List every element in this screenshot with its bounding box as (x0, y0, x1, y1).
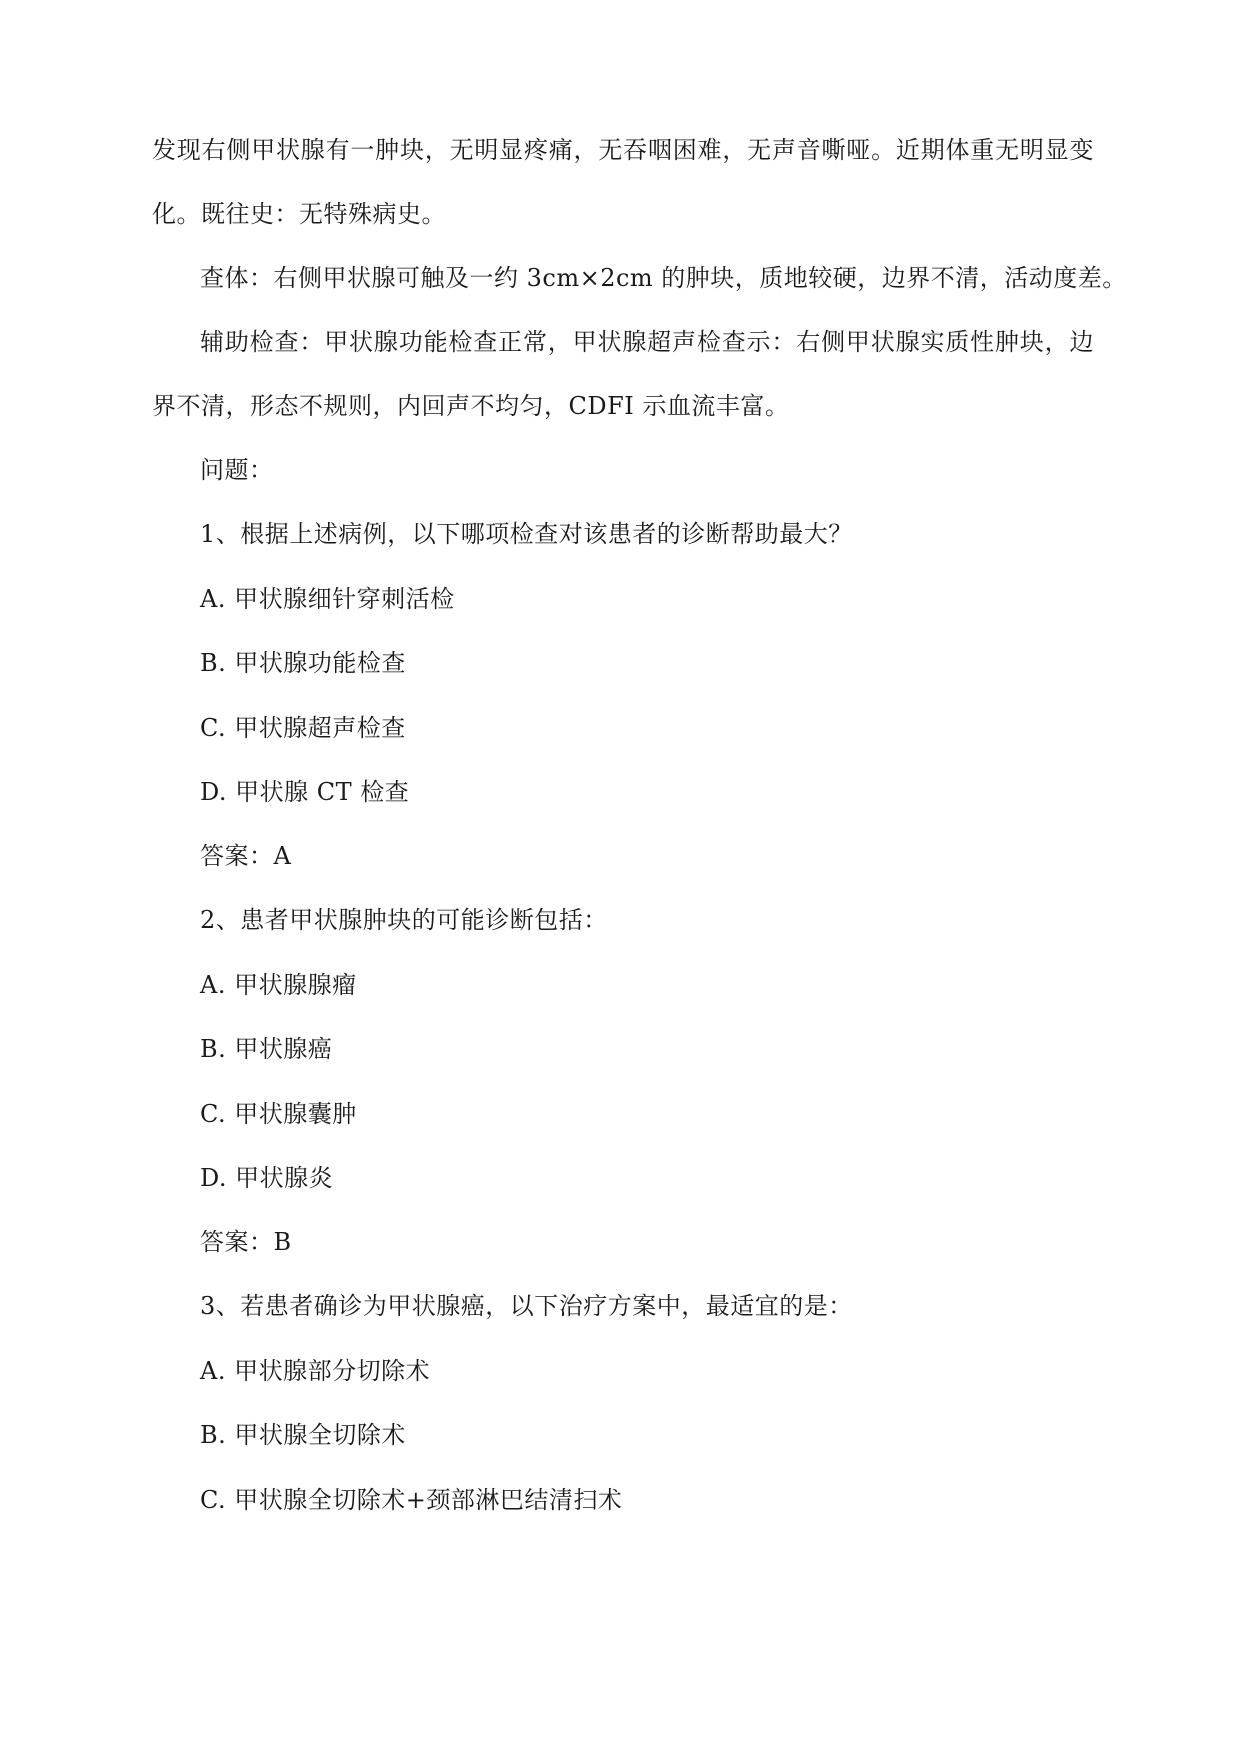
question-3: 3、若患者确诊为甲状腺癌，以下治疗方案中，最适宜的是： (200, 1292, 853, 1320)
q2-answer: 答案：B (200, 1228, 292, 1256)
q1-answer: 答案：A (200, 842, 292, 870)
physical-exam: 查体：右侧甲状腺可触及一约 3cm×2cm 的肿块，质地较硬，边界不清，活动度差。 (200, 264, 1127, 292)
questions-heading: 问题： (200, 456, 274, 484)
question-2: 2、患者甲状腺肿块的可能诊断包括： (200, 906, 608, 934)
q2-option-c: C. 甲状腺囊肿 (200, 1100, 357, 1128)
q1-option-d: D. 甲状腺 CT 检查 (200, 778, 410, 806)
auxiliary-exam-line-2: 界不清，形态不规则，内回声不均匀，CDFI 示血流丰富。 (152, 392, 790, 420)
q3-option-c: C. 甲状腺全切除术+颈部淋巴结清扫术 (200, 1486, 623, 1514)
q2-option-b: B. 甲状腺癌 (200, 1035, 333, 1063)
q1-option-a: A. 甲状腺细针穿刺活检 (200, 585, 455, 613)
q3-option-a: A. 甲状腺部分切除术 (200, 1357, 431, 1385)
case-intro-line-1: 发现右侧甲状腺有一肿块，无明显疼痛，无吞咽困难，无声音嘶哑。近期体重无明显变 (152, 136, 1094, 164)
q1-option-b: B. 甲状腺功能检查 (200, 649, 406, 677)
q1-option-c: C. 甲状腺超声检查 (200, 714, 406, 742)
q3-option-b: B. 甲状腺全切除术 (200, 1421, 406, 1449)
question-1: 1、根据上述病例，以下哪项检查对该患者的诊断帮助最大？ (200, 520, 853, 548)
auxiliary-exam-line-1: 辅助检查：甲状腺功能检查正常，甲状腺超声检查示：右侧甲状腺实质性肿块，边 (200, 328, 1094, 356)
q2-option-a: A. 甲状腺腺瘤 (200, 971, 357, 999)
q2-option-d: D. 甲状腺炎 (200, 1164, 334, 1192)
case-intro-line-2: 化。既往史：无特殊病史。 (152, 200, 446, 228)
